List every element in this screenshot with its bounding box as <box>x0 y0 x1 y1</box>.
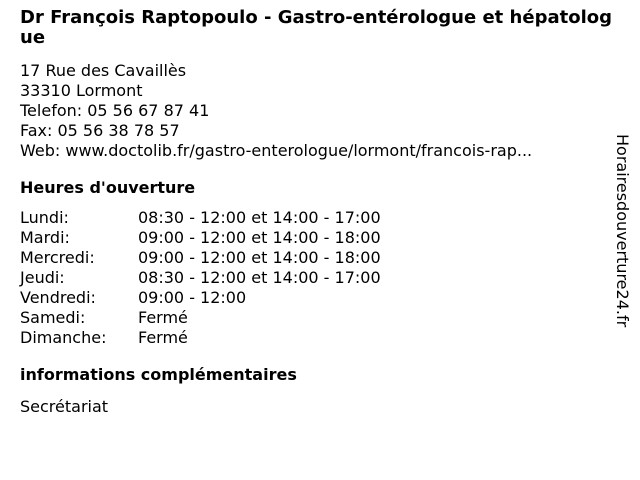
day-label: Mardi: <box>20 228 70 247</box>
time-range: Fermé <box>138 308 188 327</box>
hours-row <box>20 228 620 248</box>
hours-row <box>20 208 620 228</box>
time-range: Fermé <box>138 328 188 347</box>
time-range: 09:00 - 12:00 et 14:00 - 18:00 <box>138 228 381 247</box>
hours-row <box>20 308 620 328</box>
day-label: Samedi: <box>20 308 86 327</box>
additional-info-text: Secrétariat <box>20 397 109 416</box>
phone-number[interactable]: Telefon: 05 56 67 87 41 <box>20 101 210 120</box>
day-label: Dimanche: <box>20 328 107 347</box>
time-range: 08:30 - 12:00 et 14:00 - 17:00 <box>138 208 381 227</box>
hours-row <box>20 268 620 288</box>
site-watermark: Horairesdouverture24.fr <box>613 134 632 328</box>
hours-row <box>20 248 620 268</box>
day-label: Lundi: <box>20 208 69 227</box>
time-range: 09:00 - 12:00 <box>138 288 247 307</box>
city-address: 33310 Lormont <box>20 81 143 100</box>
day-label: Mercredi: <box>20 248 95 267</box>
street-address: 17 Rue des Cavaillès <box>20 61 187 80</box>
time-range: 09:00 - 12:00 et 14:00 - 18:00 <box>138 248 381 267</box>
contact-block <box>20 61 620 161</box>
hours-row <box>20 288 620 308</box>
opening-hours-heading: Heures d'ouverture <box>20 178 196 197</box>
fax-number: Fax: 05 56 38 78 57 <box>20 121 180 140</box>
website-link[interactable]: Web: www.doctolib.fr/gastro-enterologue/lormont/francois-rap... <box>20 141 533 160</box>
time-range: 08:30 - 12:00 et 14:00 - 17:00 <box>138 268 381 287</box>
day-label: Jeudi: <box>20 268 65 287</box>
opening-hours-table <box>20 208 620 348</box>
day-label: Vendredi: <box>20 288 96 307</box>
hours-row <box>20 328 620 348</box>
additional-info-heading: informations complémentaires <box>20 365 297 384</box>
business-listing <box>20 8 620 417</box>
page-title: Dr François Raptopoulo - Gastro-entérologue et hépatologue <box>20 7 612 48</box>
